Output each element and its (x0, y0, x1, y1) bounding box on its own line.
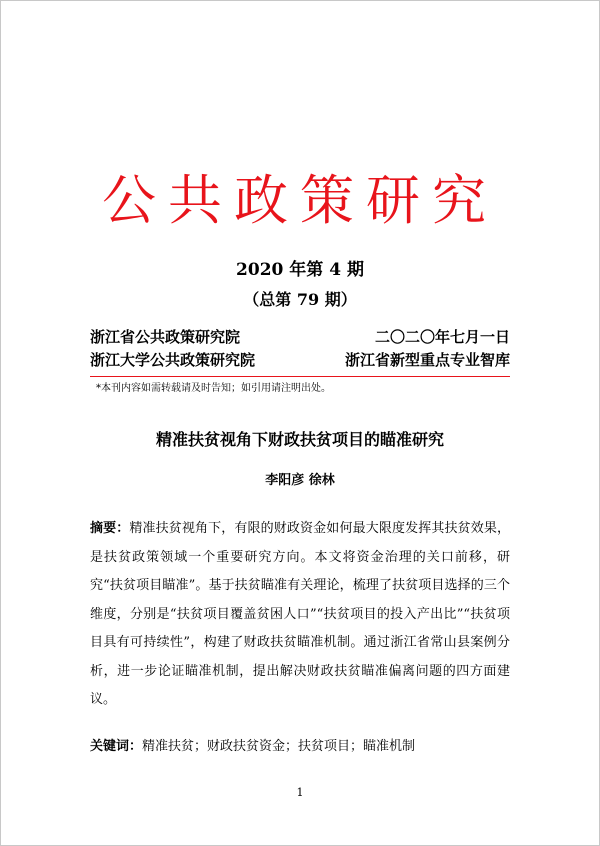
org-row-1 (90, 327, 510, 347)
abstract (90, 515, 510, 715)
keywords-label: 关键词： (90, 739, 143, 754)
abstract-text: 精准扶贫视角下，有限的财政资金如何最大限度发挥其扶贫效果，是扶贫政策领域一个重要研究方向。本文将资金治理的关口前移，研究“扶贫项目瞄准”。基于扶贫瞄准有关理论，梳理了扶贫项目选择的三个维度，分别是“扶贫项目覆盖贫困人口”“扶贫项目的投入产出比”“扶贫项目具有可持续性”，构建了财政扶贫瞄准机制。通过浙江省常山县案例分析，进一步论证瞄准机制，提出解决财政扶贫瞄准偏离问题的四方面建议。 (90, 521, 510, 707)
total-issue-number: （总第 79 期） (243, 290, 357, 309)
masthead-title: 公共政策研究 (102, 169, 498, 232)
publish-date: 二〇二〇年七月一日 (374, 328, 510, 346)
article-title: 精准扶贫视角下财政扶贫项目的瞄准研究 (155, 430, 444, 449)
article-authors: 李阳彦 徐林 (265, 473, 335, 488)
publisher-name: 浙江省公共政策研究院 (90, 328, 241, 346)
keywords-text: 精准扶贫；财政扶贫资金；扶贫项目；瞄准机制 (142, 739, 416, 754)
issue-number: 2020 年第 4 期 (236, 260, 364, 280)
keywords (90, 737, 510, 757)
reprint-notice: *本刊内容如需转载请及时告知；如引用请注明出处。 (96, 383, 331, 394)
co-publisher-name: 浙江大学公共政策研究院 (90, 351, 256, 369)
org-row-2 (90, 350, 510, 370)
abstract-label: 摘要： (90, 521, 130, 536)
header-divider (90, 376, 510, 377)
think-tank-label: 浙江省新型重点专业智库 (344, 351, 510, 369)
page-number: 1 (296, 786, 304, 799)
